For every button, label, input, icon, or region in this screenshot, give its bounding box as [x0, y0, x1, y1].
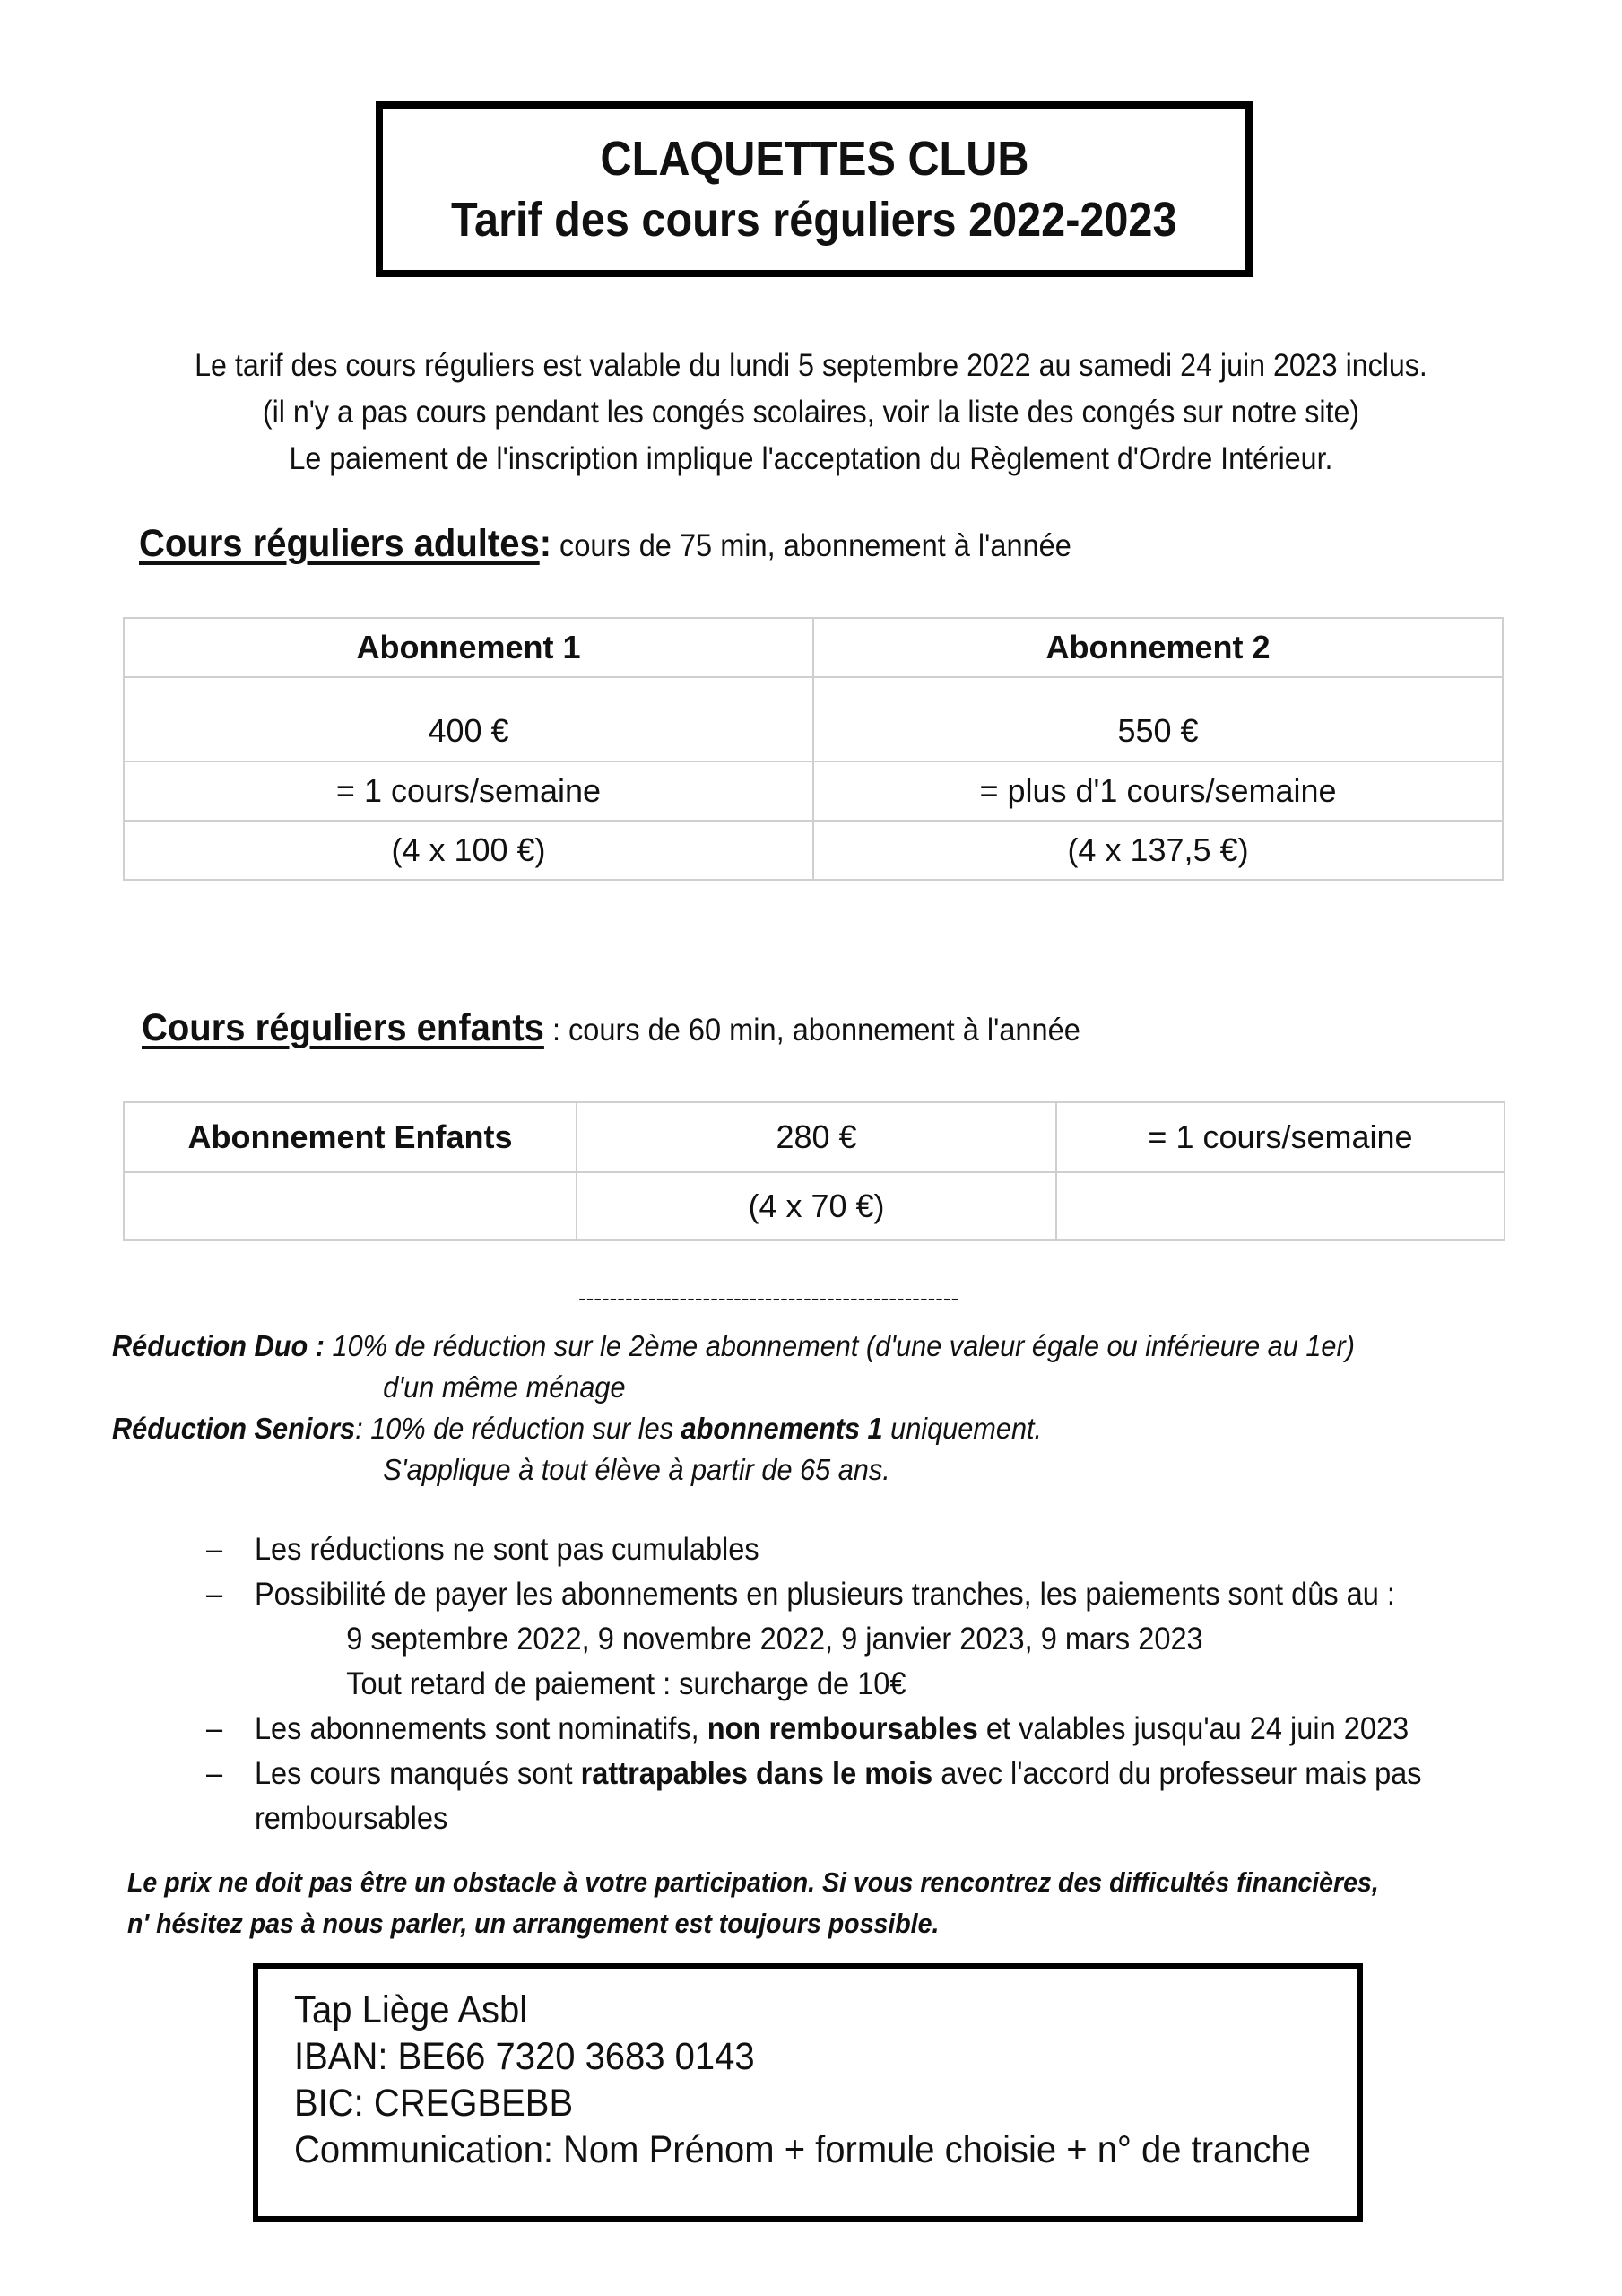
table-row [124, 677, 1503, 761]
table-cell: 400 € [124, 677, 813, 761]
seniors-bold: abonnements 1 [681, 1412, 883, 1445]
rule-text: remboursables [254, 1801, 448, 1836]
list-item [206, 1527, 1422, 1572]
table-cell: Abonnement Enfants [124, 1102, 577, 1172]
rule-text: avec l'accord du professeur mais pas [932, 1756, 1422, 1791]
rule-bold: non remboursables [707, 1711, 978, 1746]
intro-line: Le tarif des cours réguliers est valable du lundi 5 septembre 2022 au samedi 24 juin 2023 inclus. [195, 348, 1427, 383]
financial-note [127, 1862, 1379, 1944]
list-item-continued [206, 1796, 1422, 1841]
children-heading [142, 1006, 1080, 1050]
table-row [124, 1102, 1505, 1172]
late-fee: Tout retard de paiement : surcharge de 10€ [346, 1666, 906, 1701]
rule-text: Les abonnements sont nominatifs, [254, 1711, 707, 1746]
list-item [206, 1707, 1422, 1752]
bank-iban: IBAN: BE66 7320 3683 0143 [294, 2035, 755, 2078]
children-price-table [123, 1101, 1505, 1241]
bullet-dash: – [206, 1711, 223, 1746]
rule-text: Possibilité de payer les abonnements en plusieurs tranches, les paiements sont dûs au : [254, 1577, 1395, 1612]
table-cell [124, 1172, 577, 1240]
table-cell: = plus d'1 cours/semaine [813, 761, 1503, 821]
seniors-reduction [112, 1408, 1355, 1449]
separator-line: ------------------------------------------------- [578, 1284, 959, 1311]
table-cell: = 1 cours/semaine [124, 761, 813, 821]
children-heading-desc: : cours de 60 min, abonnement à l'année [543, 1013, 1080, 1048]
table-header-row [124, 618, 1503, 677]
tariff-title: Tarif des cours réguliers 2022-2023 [451, 193, 1177, 247]
club-title: CLAQUETTES CLUB [600, 132, 1028, 186]
bullet-dash: – [206, 1577, 223, 1612]
adults-heading [139, 522, 1071, 566]
table-row [124, 761, 1503, 821]
table-cell: (4 x 100 €) [124, 821, 813, 880]
table-header-cell: Abonnement 1 [124, 618, 813, 677]
bank-bic: BIC: CREGBEBB [294, 2082, 574, 2125]
rule-text: Les réductions ne sont pas cumulables [254, 1532, 759, 1567]
table-cell: 550 € [813, 677, 1503, 761]
duo-reduction [112, 1326, 1355, 1367]
duo-text: 10% de réduction sur le 2ème abonnement (d'une valeur égale ou inférieure au 1er) [324, 1329, 1355, 1362]
reductions-block [112, 1326, 1355, 1491]
adults-heading-title: Cours réguliers adultes [139, 522, 540, 565]
adults-heading-colon: : [539, 522, 552, 565]
rule-bold: rattrapables dans le mois [580, 1756, 933, 1791]
list-item [206, 1572, 1422, 1617]
seniors-text: : 10% de réduction sur les [355, 1412, 681, 1445]
rules-list [206, 1527, 1422, 1841]
rule-text: Les cours manqués sont [254, 1756, 581, 1791]
adults-heading-desc: cours de 75 min, abonnement à l'année [551, 528, 1071, 563]
payment-communication: Communication: Nom Prénom + formule choisie + n° de tranche [294, 2128, 1312, 2171]
note-line: Le prix ne doit pas être un obstacle à votre participation. Si vous rencontrez des difficultés financières, [127, 1866, 1379, 1898]
intro-line: (il n'y a pas cours pendant les congés scolaires, voir la liste des congés sur notre site) [262, 395, 1360, 430]
payment-dates: 9 septembre 2022, 9 novembre 2022, 9 janvier 2023, 9 mars 2023 [346, 1622, 1203, 1657]
table-cell: 280 € [577, 1102, 1056, 1172]
duo-text-continued: d'un même ménage [383, 1370, 626, 1404]
table-cell [1056, 1172, 1505, 1240]
adults-price-table [123, 617, 1504, 881]
table-cell: (4 x 137,5 €) [813, 821, 1503, 880]
table-row [124, 1172, 1505, 1240]
bank-account-name: Tap Liège Asbl [294, 1988, 528, 2031]
list-item [206, 1752, 1422, 1796]
table-cell: = 1 cours/semaine [1056, 1102, 1505, 1172]
title-box [376, 101, 1253, 277]
bank-details-box [253, 1963, 1363, 2222]
seniors-label: Réduction Seniors [112, 1412, 356, 1445]
seniors-text-end: uniquement. [882, 1412, 1043, 1445]
duo-label: Réduction Duo : [112, 1329, 325, 1362]
note-line: n' hésitez pas à nous parler, un arrangement est toujours possible. [127, 1908, 940, 1939]
intro-text [0, 343, 1622, 483]
table-header-cell: Abonnement 2 [813, 618, 1503, 677]
table-cell: (4 x 70 €) [577, 1172, 1056, 1240]
bullet-dash: – [206, 1756, 223, 1791]
rule-text: et valables jusqu'au 24 juin 2023 [977, 1711, 1409, 1746]
children-heading-title: Cours réguliers enfants [142, 1006, 544, 1049]
intro-line: Le paiement de l'inscription implique l'acceptation du Règlement d'Ordre Intérieur. [289, 441, 1333, 476]
bullet-dash: – [206, 1532, 223, 1567]
seniors-text-continued: S'applique à tout élève à partir de 65 ans. [383, 1453, 890, 1486]
table-row [124, 821, 1503, 880]
